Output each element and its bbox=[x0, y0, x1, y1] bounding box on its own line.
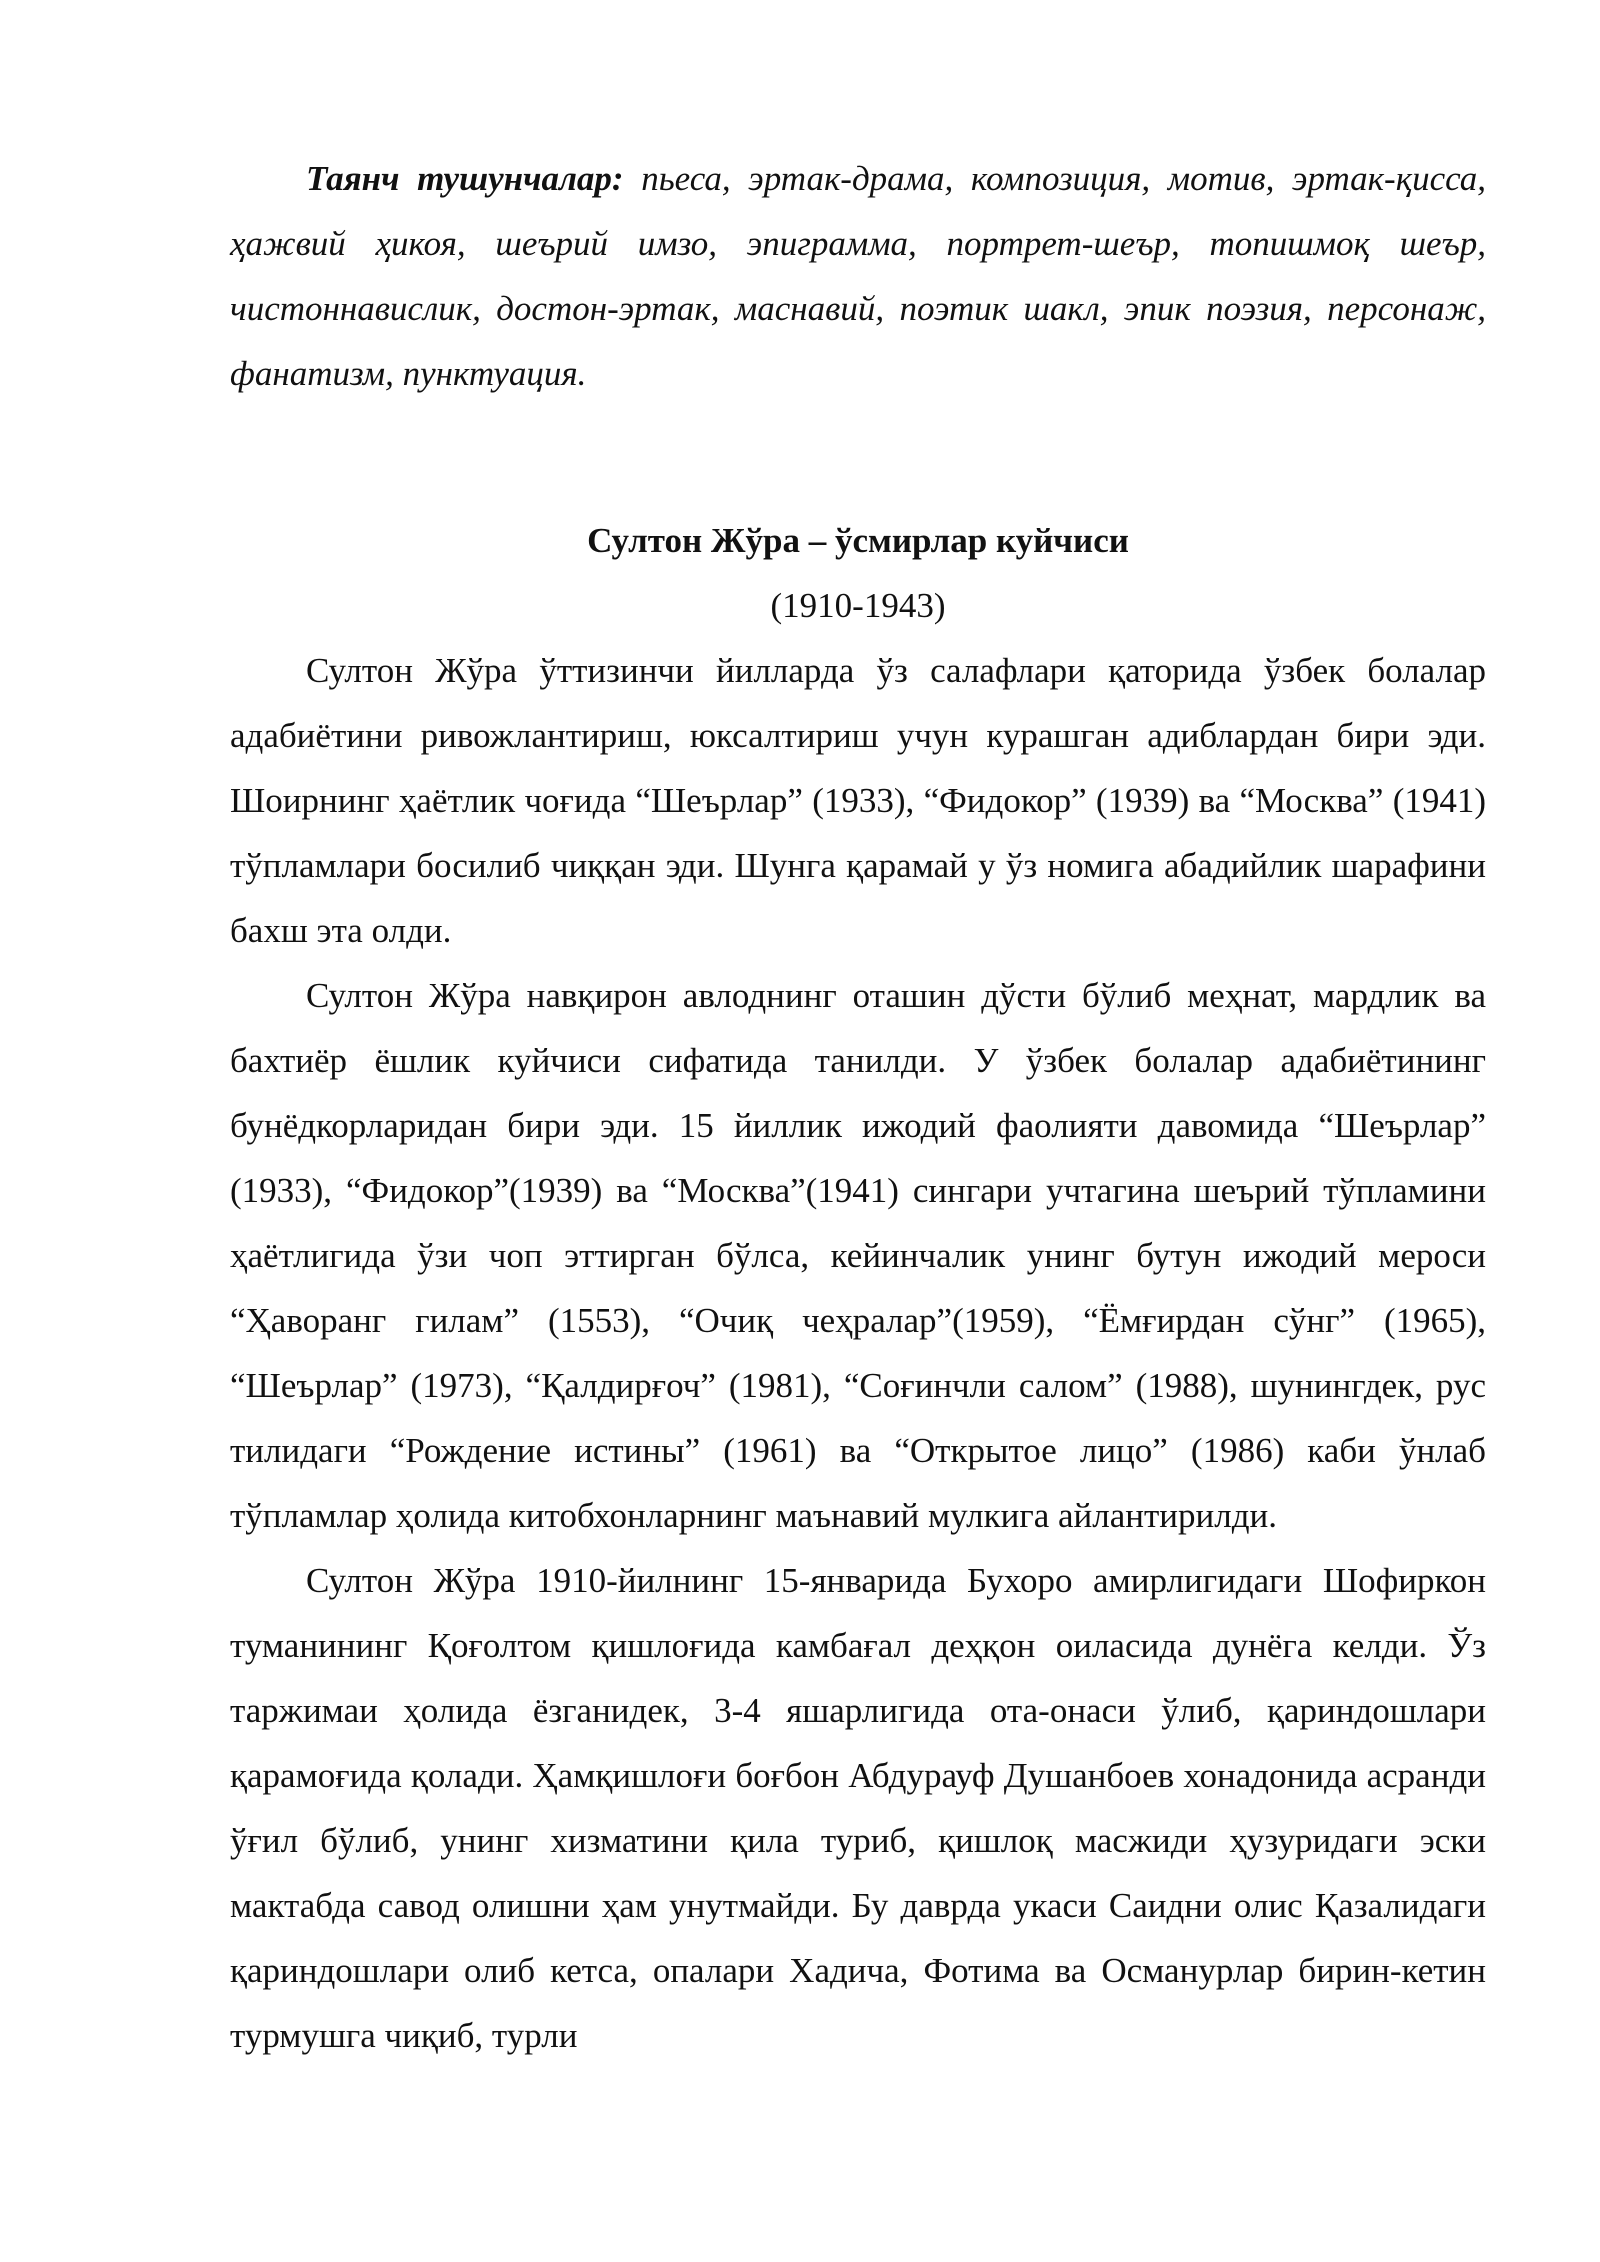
body-paragraph: Султон Жўра навқирон авлоднинг оташин дўсти бўлиб меҳнат, мардлик ва бахтиёр ёшлик куйчиси сифатида танилди. У ўзбек болалар адабиётининг бунёдкорларидан бири эди. 15 йиллик ижодий фаолияти давомида “Шеърлар” (1933), “Фидокор”(1939) ва “Москва”(1941) сингари учтагина шеърий тўпламини ҳаётлигида ўзи чоп эттирган бўлса, кейинчалик унинг бутун ижодий мероси “Ҳаворанг гилам” (1553), “Очиқ чеҳралар”(1959), “Ёмғирдан сўнг” (1965), “Шеърлар” (1973), “Қалдирғоч” (1981), “Соғинчли салом” (1988), шунингдек, рус тилидаги “Рождение истины” (1961) ва “Открытое лицо” (1986) каби ўнлаб тўпламлар ҳолида китобхонларнинг маънавий мулкига айлантирилди. bbox=[230, 976, 1486, 1535]
keywords-paragraph bbox=[230, 146, 1486, 406]
keywords-text: пьеса, эртак-драма, композиция, мотив, эртак-қисса, ҳажвий ҳикоя, шеърий имзо, эпиграмма, портрет-шеър, топишмоқ шеър, чистоннавислик, достон-эртак, маснавий, поэтик шакл, эпик поэзия, персонаж, фанатизм, пунктуация. bbox=[230, 159, 1486, 393]
document-page bbox=[230, 146, 1486, 2068]
keywords-label: Таянч тушунчалар: bbox=[306, 159, 624, 198]
body-paragraph: Султон Жўра ўттизинчи йилларда ўз салафлари қаторида ўзбек болалар адабиётини ривожлантириш, юксалтириш учун курашган адиблардан бири эди. Шоирнинг ҳаётлик чоғида “Шеърлар” (1933), “Фидокор” (1939) ва “Москва” (1941) тўпламлари босилиб чиққан эди. Шунга қарамай у ўз номига абадийлик шарафини бахш эта олди. bbox=[230, 651, 1486, 950]
body-paragraph: Султон Жўра 1910-йилнинг 15-январида Бухоро амирлигидаги Шофиркон туманининг Қоғолтом қишлоғида камбағал деҳқон оиласида дунёга келди. Ўз таржимаи ҳолида ёзганидек, 3-4 яшарлигида ота-онаси ўлиб, қариндошлари қарамоғида қолади. Ҳамқишлоғи боғбон Абдурауф Душанбоев хонадонида асранди ўғил бўлиб, унинг хизматини қила туриб, қишлоқ масжиди ҳузуридаги эски мактабда савод олишни ҳам унутмайди. Бу даврда укаси Саидни олис Қазалидаги қариндошлари олиб кетса, опалари Хадича, Фотима ва Османурлар бирин-кетин турмушга чиқиб, турли bbox=[230, 1561, 1486, 2055]
chapter-years: (1910-1943) bbox=[770, 586, 946, 625]
chapter-title: Султон Жўра – ўсмирлар куйчиси bbox=[587, 521, 1129, 560]
